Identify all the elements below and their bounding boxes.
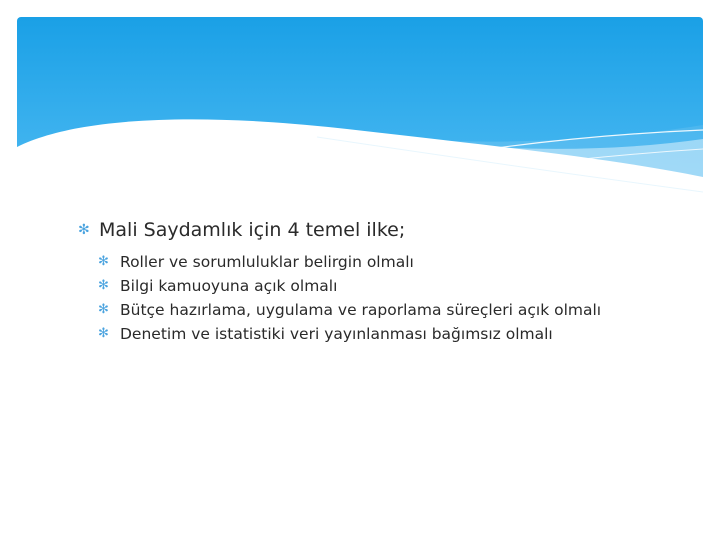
sub-bullet (78, 276, 678, 296)
sub-bullet-text: Roller ve sorumluluklar belirgin olmalı (120, 253, 414, 271)
title-banner (17, 17, 703, 200)
sub-bullet-text: Bilgi kamuoyuna açık olmalı (120, 277, 338, 295)
asterisk-bullet-icon: ✻ (98, 278, 109, 293)
asterisk-bullet-icon: ✻ (78, 222, 90, 238)
asterisk-bullet-icon: ✻ (98, 326, 109, 341)
sub-bullet (78, 324, 678, 344)
banner-graphic (17, 17, 703, 200)
slide-body (78, 216, 678, 344)
sub-bullet-text: Bütçe hazırlama, uygulama ve raporlama süreçleri açık olmalı (120, 301, 602, 319)
sub-bullet-text: Denetim ve istatistiki veri yayınlanması bağımsız olmalı (120, 325, 553, 343)
asterisk-bullet-icon: ✻ (98, 302, 109, 317)
heading-text: Mali Saydamlık için 4 temel ilke; (99, 219, 406, 241)
asterisk-bullet-icon: ✻ (98, 254, 109, 269)
sub-bullet (78, 300, 678, 320)
sub-bullet (78, 252, 678, 272)
main-bullet (78, 216, 678, 244)
